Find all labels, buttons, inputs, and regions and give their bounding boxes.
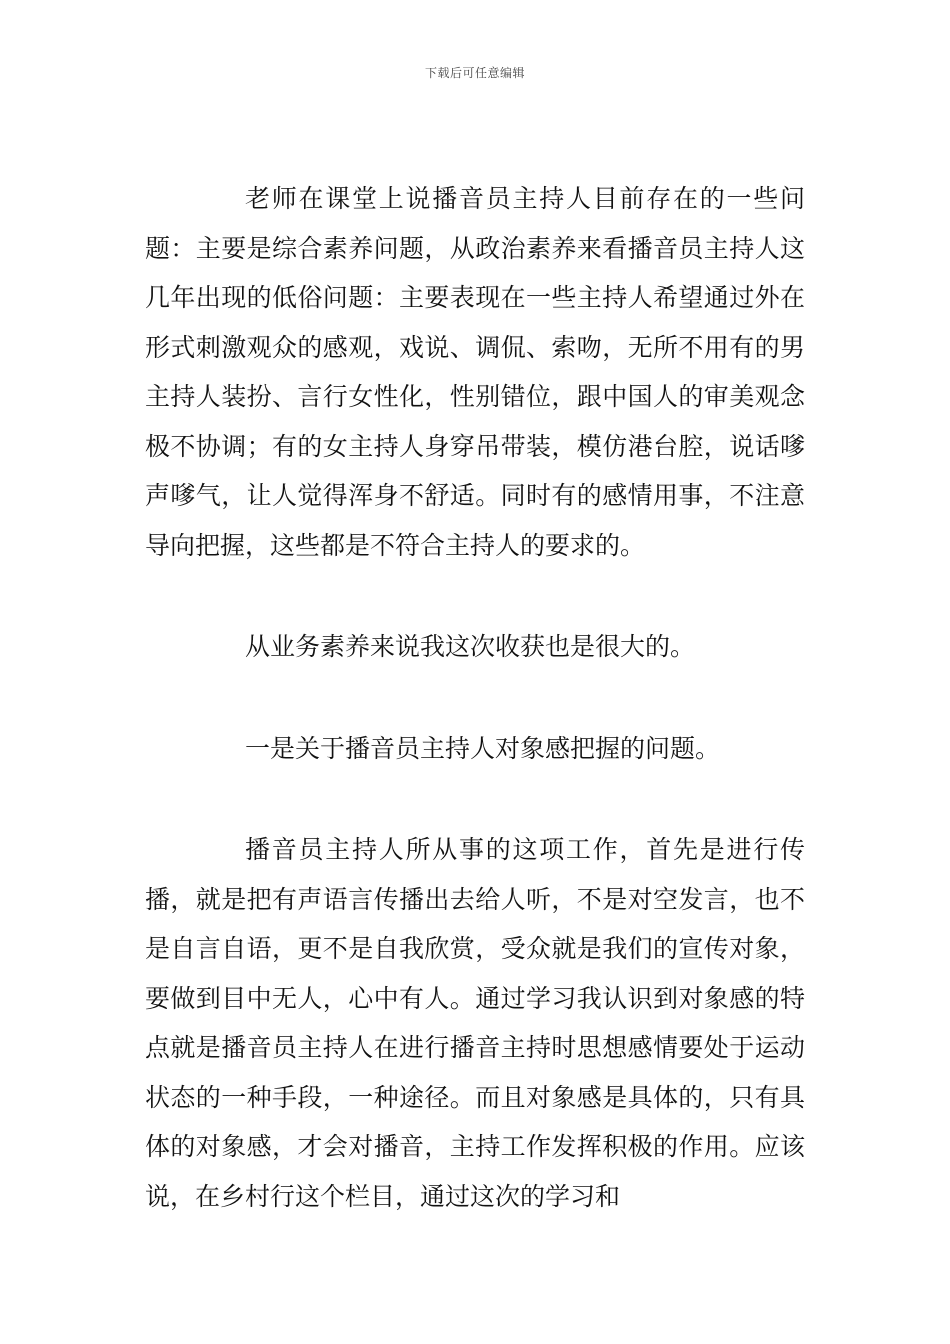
paragraph-2: 从业务素养来说我这次收获也是很大的。 bbox=[245, 632, 696, 661]
paragraph-3: 一是关于播音员主持人对象感把握的问题。 bbox=[245, 733, 721, 763]
page-header: 下载后可任意编辑 bbox=[424, 66, 525, 80]
paragraph-4: 播音员主持人所从事的这项工作，首先是进行传播，就是把有声语言传播出去给人听，不是对空发言，也不是自言自语，更不是自我欣赏，受众就是我们的宣传对象，要做到目中无人，心中有人。通过学习我认识到对象感的特点就是播音员主持人在进行播音主持时思想感情要处于运动状态的一种手段，一种途径。而且对象感是具体的，只有具体的对象感，才会对播音，主持工作发挥积极的作用。应该说，在乡村行这个栏目，通过这次的学习和 bbox=[145, 835, 805, 1211]
document-body bbox=[145, 174, 805, 1221]
paragraph-1: 老师在课堂上说播音员主持人目前存在的一些问题：主要是综合素养问题，从政治素养来看播音员主持人这几年出现的低俗问题：主要表现在一些主持人希望通过外在形式刺激观众的感观，戏说、调侃、索吻，无所不用有的男主持人装扮、言行女性化，性别错位，跟中国人的审美观念极不协调；有的女主持人身穿吊带装，模仿港台腔，说话嗲声嗲气，让人觉得浑身不舒适。同时有的感情用事，不注意导向把握，这些都是不符合主持人的要求的。 bbox=[145, 184, 805, 560]
